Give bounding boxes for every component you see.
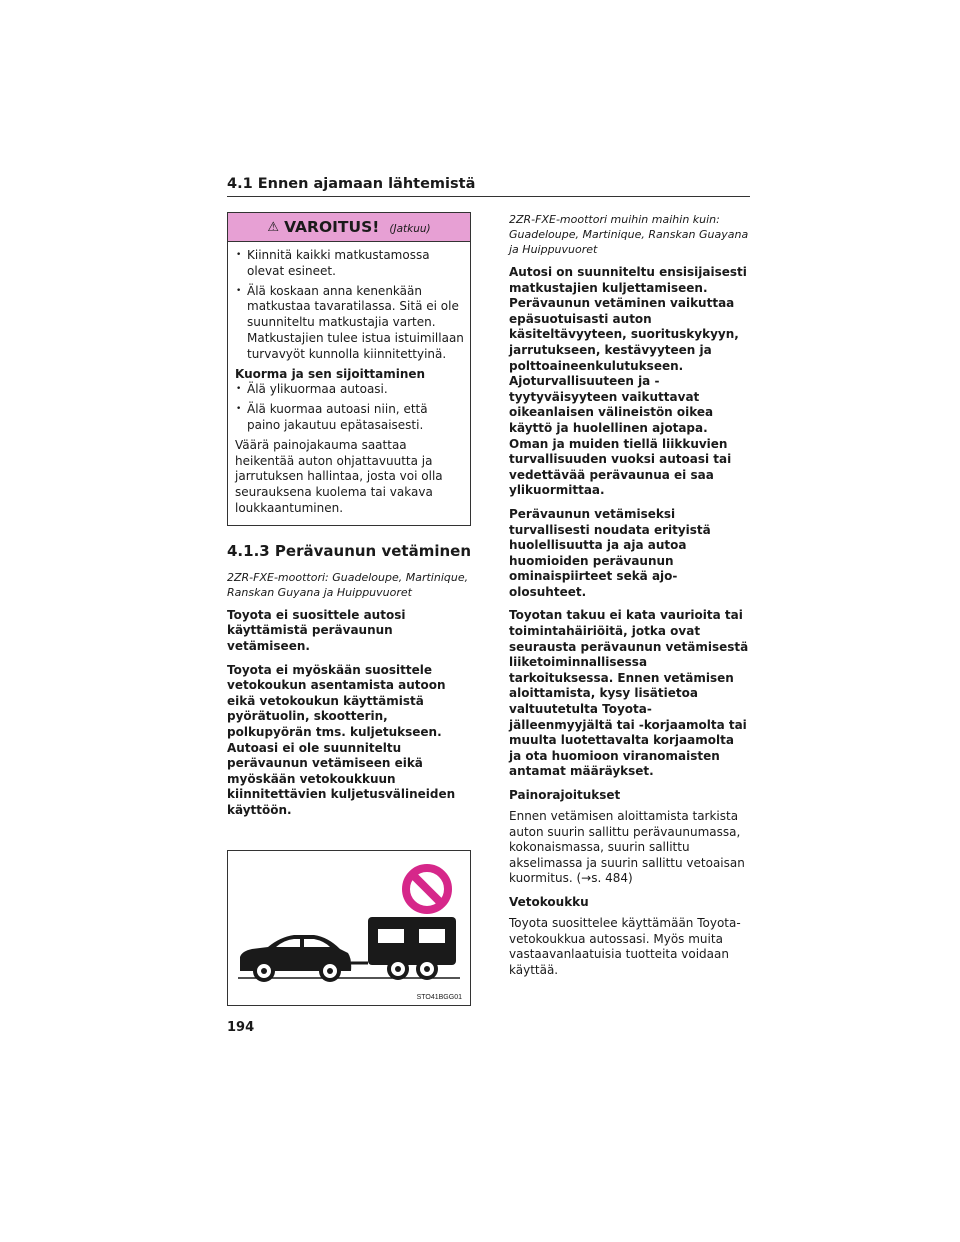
car-icon xyxy=(240,935,351,980)
page-number: 194 xyxy=(227,1020,255,1035)
figure-code: STO41BGG01 xyxy=(416,994,462,1002)
bold-paragraph: Toyota ei suosittele autosi käyttämistä perävaunun vetämiseen. xyxy=(227,607,406,653)
section-title: 4.1.3 Perävaunun vetäminen xyxy=(227,541,471,560)
bold-paragraph: Perävaunun vetämiseksi turvallisesti noudata erityistä huolellisuutta ja aja autoa huomioiden perävaunun ominaispiirteet sekä ajo-olosuhteet. xyxy=(509,506,711,599)
bold-paragraph: Toyotan takuu ei kata vaurioita tai toimintahäiriöitä, jotka ovat seurausta perävaunun vetämisestä liiketoiminnallisessa tarkoituksessa. Ennen vetämisen aloittamista, kysy lisätietoa valtuutetulta Toyota-jälleenmyyjältä tai -korjaamolta tai muulta luotettavalta korjaamolta ja ota huomioon viranomaisten antamat määräykset. xyxy=(509,608,749,779)
paragraph-weight-limits: Ennen vetämisen aloittamista tarkista auton suurin sallittu perävaunumassa, kokonaismassa, suurin sallittu akselimassa ja suurin sallittu vetoaisan kuormitus. (→s. 484) xyxy=(509,809,745,886)
bold-paragraph: Autosi on suunniteltu ensisijaisesti matkustajien kuljettamiseen. Perävaunun vetäminen vaikuttaa epäsuotuisasti auton käsiteltävyyteen, suorituskykyyn, jarrutukseen, kestävyyteen ja polttoaineenkulutukseen. Ajoturvallisuuteen ja -tyytyväisyyteen vaikuttavat oikeanlaisen välineistön oikea käyttö ja huolellinen ajotapa. Oman ja muiden tiellä liikkuvien turvallisuuden vuoksi autoasi tai vedettävää perävaunua ei saa ylikuormittaa. xyxy=(509,265,747,498)
paragraph-tow-hitch: Toyota suosittelee käyttämään Toyota-vetokoukkua autossasi. Myös muita vastaavanlaatuisia tuotteita voidaan käyttää. xyxy=(509,915,741,977)
warning-body xyxy=(228,242,470,525)
right-column xyxy=(509,212,750,986)
warning-title: VAROITUS! xyxy=(284,218,380,236)
warning-box xyxy=(227,212,471,526)
bold-paragraph: Toyota ei myöskään suosittele vetokoukun asentamista autoon eikä vetokoukun käyttämistä pyörätuolin, skootterin, polkupyörän tms. kuljetukseen. Autoasi ei ole suunniteltu perävaunun vetämiseen eikä myöskään vetokoukkuun kiinnitettävien kuljetusvälineiden käyttöön. xyxy=(227,662,456,817)
subheading-tow-hitch: Vetokoukku xyxy=(509,894,589,909)
warning-paragraph: Väärä painojakauma saattaa heikentää auton ohjattavuutta ja jarrutuksen hallintaa, josta voi olla seurauksena kuolema tai vakava loukkaantuminen. xyxy=(235,437,443,515)
warning-bullet: • Kiinnitä kaikki matkustamossa olevat esineet. xyxy=(235,248,464,280)
warning-triangle-icon: ⚠ xyxy=(267,220,279,235)
prohibition-icon xyxy=(406,868,448,910)
subheading-weight-limits: Painorajoitukset xyxy=(509,788,621,802)
engine-note: 2ZR-FXE-moottori muihin maihin kuin: Guadeloupe, Martinique, Ranskan Guayana ja Huippuvuoret xyxy=(509,213,749,256)
warning-bullet: • Älä kuormaa autoasi niin, että paino jakautuu epätasaisesti. xyxy=(235,402,464,434)
warning-bullet: • Älä koskaan anna kenenkään matkustaa tavaratilassa. Sitä ei ole suunniteltu matkustajia varten. Matkustajien tulee istua istuimillaan turvavyöt kunnolla kiinnitettyinä. xyxy=(235,284,464,363)
warning-continued: (Jatkuu) xyxy=(389,223,431,235)
towing-illustration xyxy=(228,851,470,1005)
trailer-icon xyxy=(368,917,456,978)
section-header: 4.1 Ennen ajamaan lähtemistä xyxy=(227,176,750,197)
warning-header xyxy=(228,213,470,242)
engine-note: 2ZR-FXE-moottori: Guadeloupe, Martinique, Ranskan Guyana ja Huippuvuoret xyxy=(227,570,469,599)
warning-bullet: • Älä ylikuormaa autoasi. xyxy=(235,382,464,398)
towing-prohibited-figure xyxy=(227,850,471,1006)
left-column xyxy=(227,212,471,1006)
warning-subheading: Kuorma ja sen sijoittaminen xyxy=(235,366,426,381)
